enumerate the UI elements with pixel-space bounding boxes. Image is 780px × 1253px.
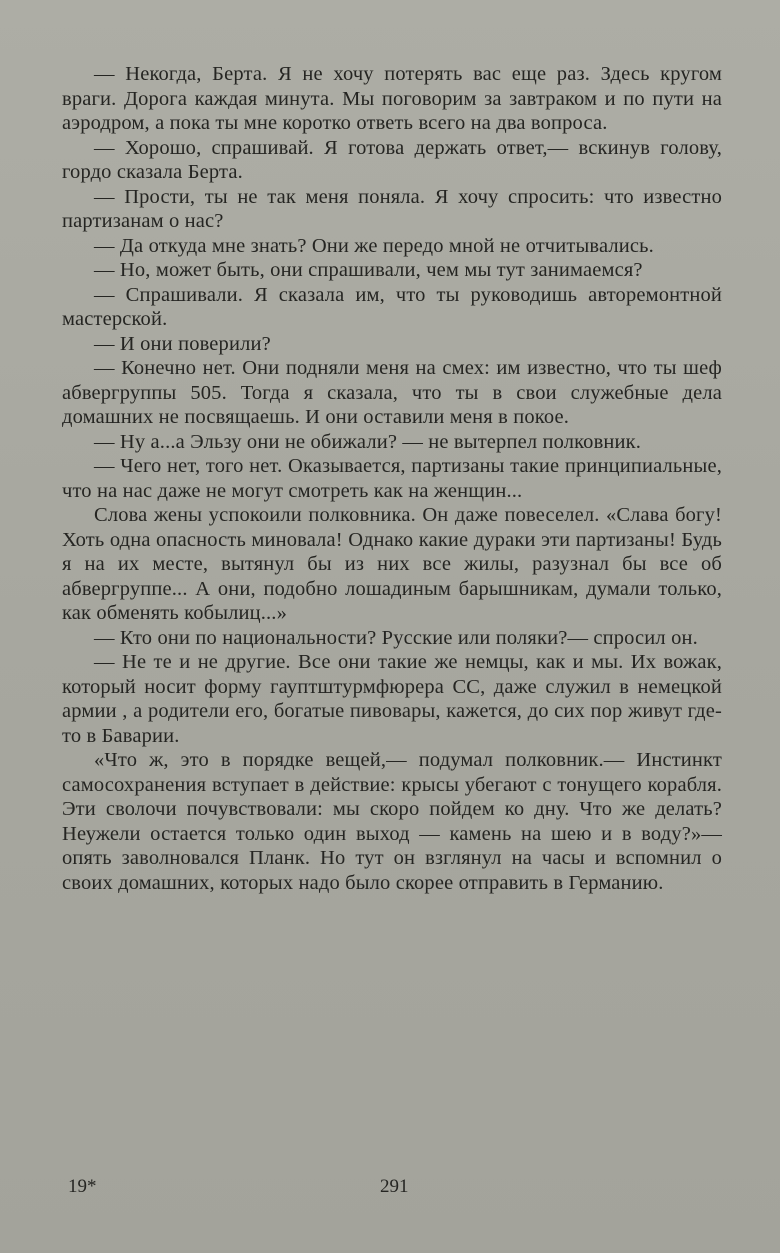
- paragraph: — Прости, ты не так меня поняла. Я хочу спросить: что известно партизанам о нас?: [62, 185, 722, 232]
- page-body-text: [62, 62, 722, 895]
- paragraph: — Спрашивали. Я сказала им, что ты руководишь авторемонтной мастерской.: [62, 283, 722, 330]
- page-number: 291: [380, 1176, 409, 1197]
- paragraph: — И они поверили?: [94, 332, 271, 355]
- paragraph: — Ну а...а Эльзу они не обижали? — не вытерпел полковник.: [94, 430, 642, 453]
- paragraph: «Что ж, это в порядке вещей,— подумал полковник.— Инстинкт самосохранения вступает в действие: крысы убегают с тонущего корабля. Эти сволочи почувствовали: мы скоро пойдем ко дну. Что же делать? Неужели остается только один выход — камень на шею и в воду?»—опять заволновался Планк. Но тут он взглянул на часы и вспомнил о своих домашних, которых надо было скорее отправить в Германию.: [62, 749, 722, 894]
- paragraph: — Некогда, Берта. Я не хочу потерять вас еще раз. Здесь кругом враги. Дорога каждая минута. Мы поговорим за завтраком и по пути на аэродром, а пока ты мне коротко ответь всего на два вопроса.: [62, 63, 722, 134]
- paragraph: — Не те и не другие. Все они такие же немцы, как и мы. Их вожак, который носит форму гауптштурмфюрера СС, даже служил в немецкой армии , а родители его, богатые пивовары, кажется, до сих пор живут где-то в Баварии.: [62, 651, 722, 747]
- paragraph: — Кто они по национальности? Русские или поляки?— спросил он.: [94, 626, 698, 649]
- signature-mark: 19*: [68, 1176, 97, 1197]
- paragraph: — Но, может быть, они спрашивали, чем мы тут занимаемся?: [94, 259, 643, 281]
- page-footer: [62, 1168, 722, 1198]
- paragraph: — Хорошо, спрашивай. Я готова держать ответ,— вскинув голову, гордо сказала Берта.: [62, 136, 722, 183]
- paragraph: Слова жены успокоили полковника. Он даже повеселел. «Слава богу! Хоть одна опасность миновала! Однако какие дураки эти партизаны! Будь я на их месте, вытянул бы из них все жилы, разузнал бы все об абвергруппе... А они, подобно лошадиным барышникам, думали только, как обменять кобылиц...»: [62, 504, 722, 624]
- paragraph: — Да откуда мне знать? Они же передо мной не отчитывались.: [94, 234, 654, 257]
- paragraph: — Конечно нет. Они подняли меня на смех: им известно, что ты шеф абвергруппы 505. Тогда я сказала, что ты в свои служебные дела домашних не посвящаешь. И они оставили меня в покое.: [62, 357, 722, 428]
- paragraph: — Чего нет, того нет. Оказывается, партизаны такие принципиальные, что на нас даже не могут смотреть как на женщин...: [62, 455, 722, 502]
